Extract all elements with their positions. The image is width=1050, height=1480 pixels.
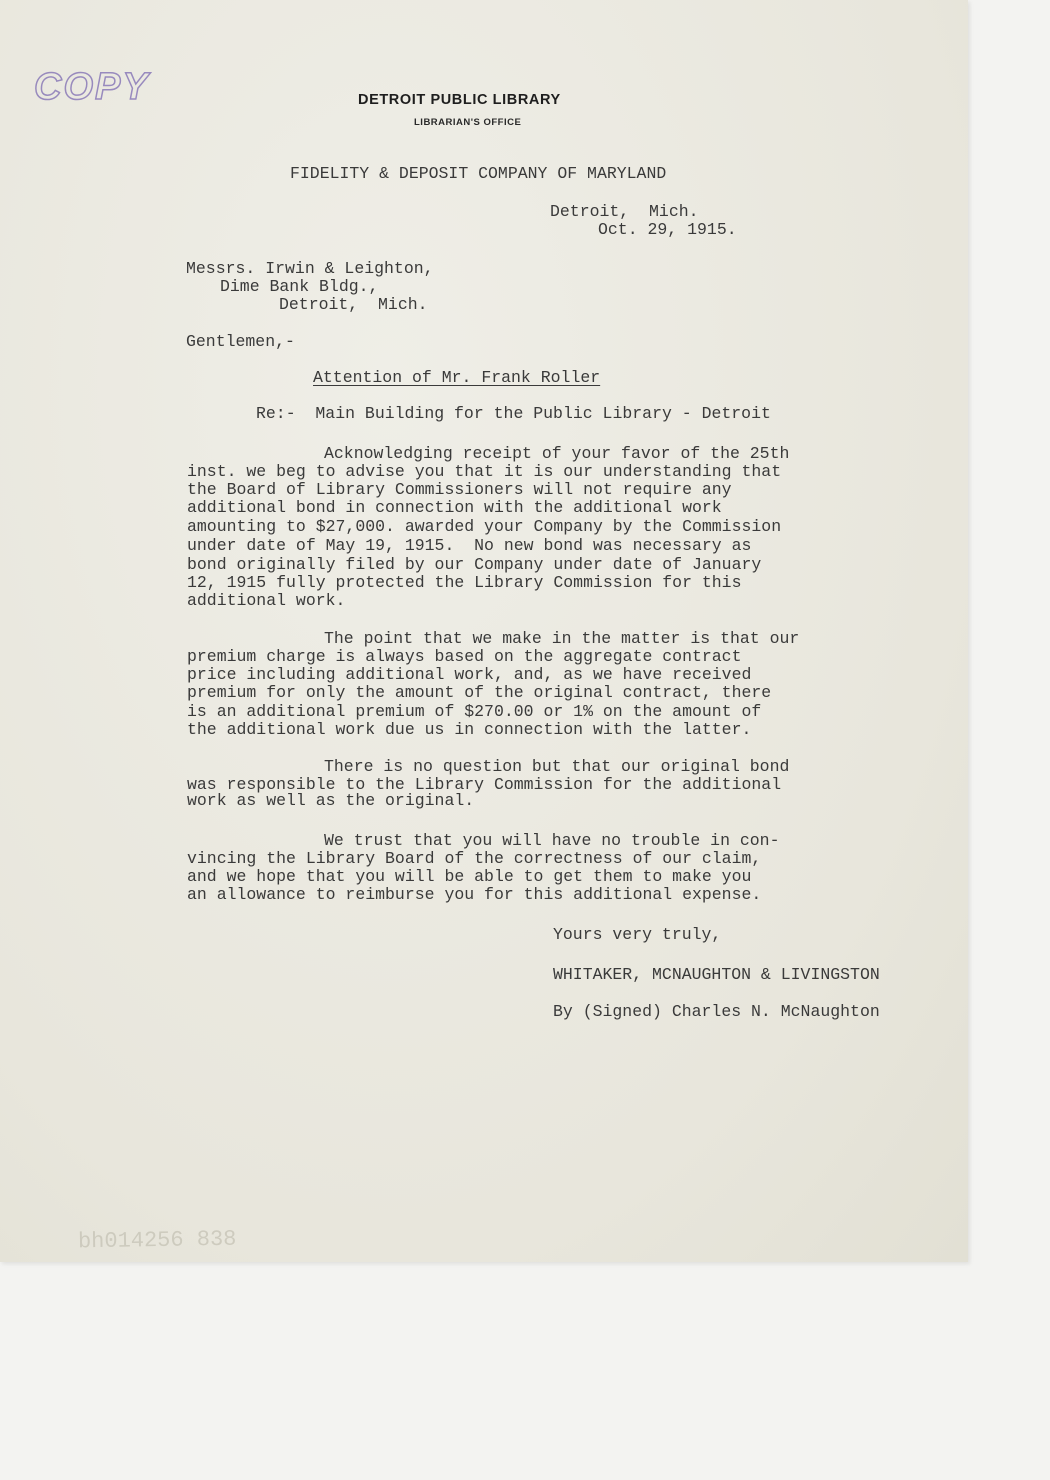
paragraph-line: an allowance to reimburse you for this additional expense.: [187, 885, 762, 904]
paragraph-line: the additional work due us in connection with the latter.: [187, 720, 752, 739]
paragraph-line: The point that we make in the matter is that our: [324, 629, 800, 648]
signature-line: By (Signed) Charles N. McNaughton: [553, 1002, 880, 1021]
paragraph-line: additional bond in connection with the additional work: [187, 498, 722, 517]
recipient-line: Detroit, Mich.: [279, 295, 428, 314]
paragraph-line: amounting to $27,000. awarded your Company by the Commission: [187, 517, 782, 536]
paragraph-line: and we hope that you will be able to get them to make you: [187, 867, 752, 886]
letterhead-org: DETROIT PUBLIC LIBRARY: [358, 92, 561, 108]
closing: Yours very truly,: [553, 925, 722, 944]
paragraph-line: premium for only the amount of the original contract, there: [187, 683, 772, 702]
paragraph-line: There is no question but that our original bond: [324, 757, 790, 776]
paragraph-line: Acknowledging receipt of your favor of the 25th: [324, 444, 790, 463]
subject-company: FIDELITY & DEPOSIT COMPANY OF MARYLAND: [290, 164, 667, 183]
place-city: Detroit, Mich.: [550, 202, 699, 221]
paragraph-line: price including additional work, and, as we have received: [187, 665, 752, 684]
recipient-line: Messrs. Irwin & Leighton,: [186, 259, 434, 278]
letterhead-office: LIBRARIAN'S OFFICE: [414, 117, 522, 128]
attention-line: Attention of Mr. Frank Roller: [313, 368, 601, 387]
paragraph-line: under date of May 19, 1915. No new bond was necessary as: [187, 536, 752, 555]
paragraph-line: 12, 1915 fully protected the Library Commission for this: [187, 573, 742, 592]
paragraph-line: vincing the Library Board of the correctness of our claim,: [187, 849, 762, 868]
paragraph-line: We trust that you will have no trouble in con-: [324, 831, 780, 850]
firm-name: WHITAKER, MCNAUGHTON & LIVINGSTON: [553, 965, 880, 984]
paragraph-line: was responsible to the Library Commission for the additional: [187, 775, 782, 794]
paragraph-line: the Board of Library Commissioners will not require any: [187, 480, 732, 499]
back-stamp-bleedthrough: bh014256 838: [77, 1226, 237, 1255]
paragraph-line: inst. we beg to advise you that it is our understanding that: [187, 462, 782, 481]
paragraph-line: bond originally filed by our Company under date of January: [187, 555, 762, 574]
copy-stamp: COPY: [34, 66, 150, 108]
re-line: Re:- Main Building for the Public Library - Detroit: [256, 404, 771, 423]
paragraph-line: premium charge is always based on the aggregate contract: [187, 647, 742, 666]
salutation: Gentlemen,-: [186, 332, 295, 351]
paragraph-line: work as well as the original.: [187, 791, 475, 810]
paragraph-line: additional work.: [187, 591, 346, 610]
paragraph-line: is an additional premium of $270.00 or 1% on the amount of: [187, 702, 762, 721]
letter-date: Oct. 29, 1915.: [598, 220, 737, 239]
recipient-line: Dime Bank Bldg.,: [220, 277, 379, 296]
